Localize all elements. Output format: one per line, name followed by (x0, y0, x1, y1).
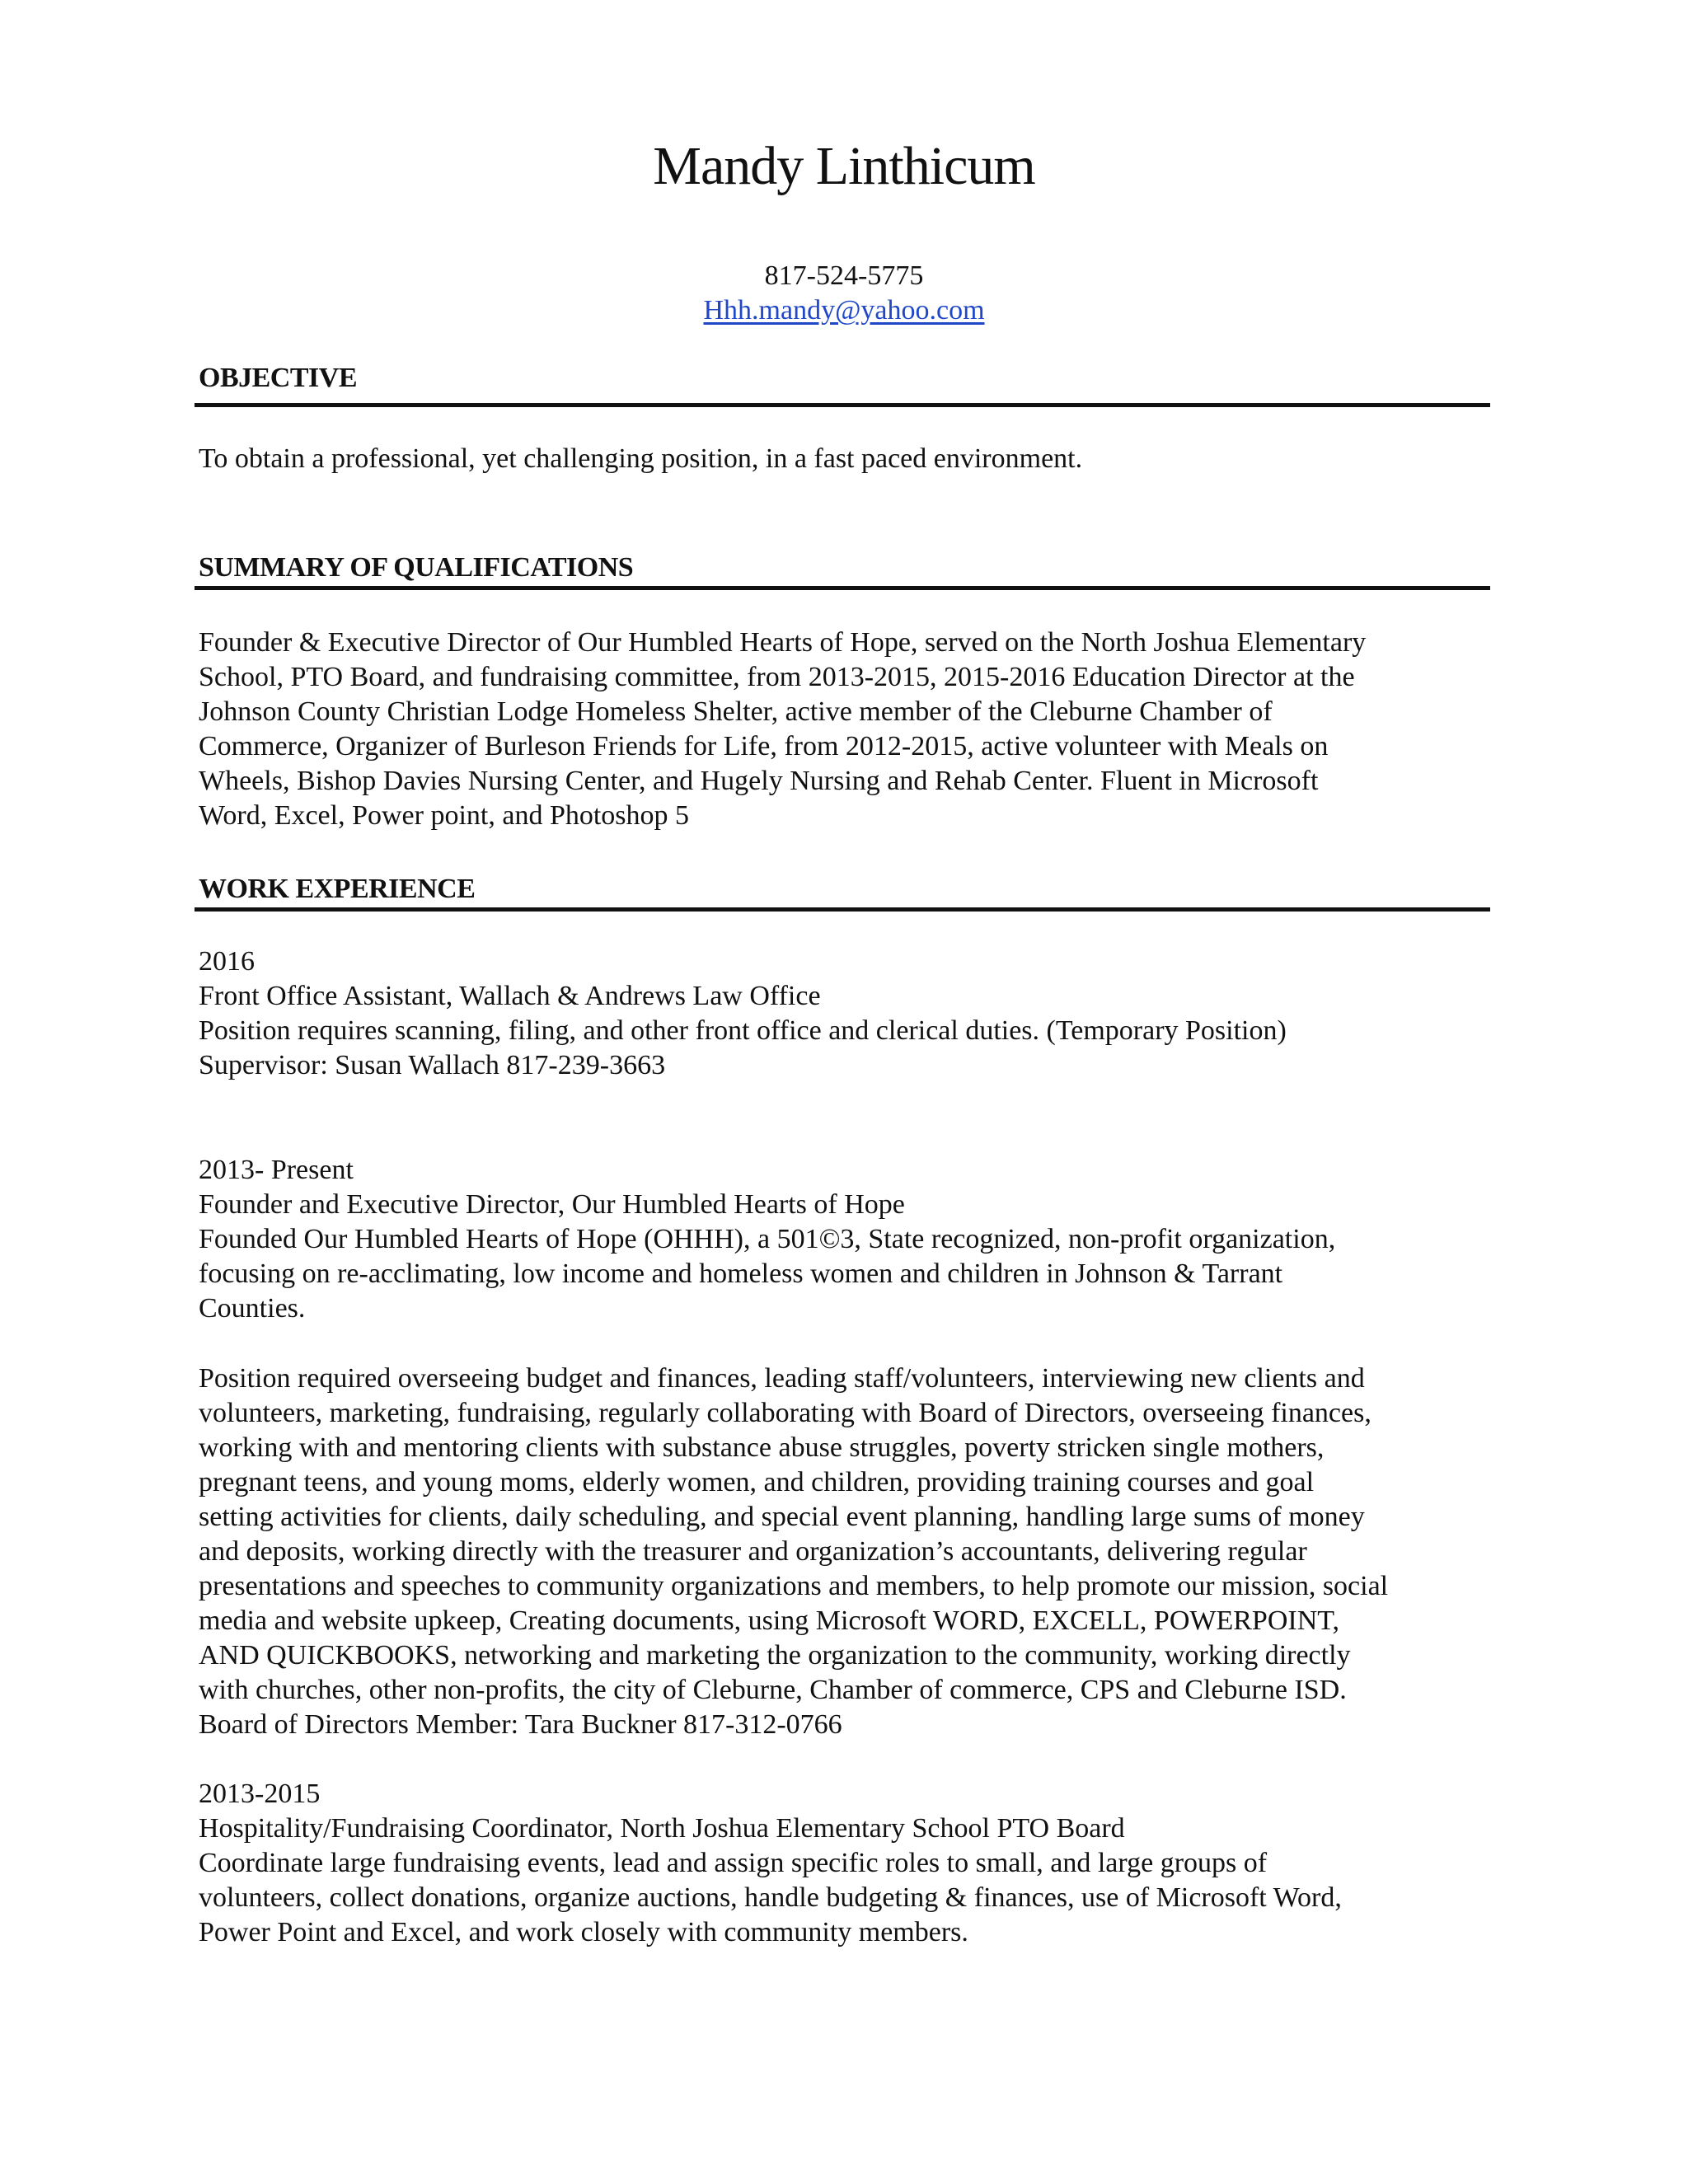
job-detail-line: volunteers, marketing, fundraising, regularly collaborating with Board of Directors, overseeing finances, (199, 1398, 1372, 1428)
objective-heading: OBJECTIVE (199, 363, 357, 393)
summary-line: Founder & Executive Director of Our Humbled Hearts of Hope, served on the North Joshua Elementary (199, 627, 1367, 658)
summary-line: Word, Excel, Power point, and Photoshop 5 (199, 800, 690, 831)
objective-text (199, 442, 1484, 476)
phone-number: 817-524-5775 (764, 260, 924, 291)
job-description: volunteers, collect donations, organize auctions, handle budgeting & finances, use of Microsoft Word, (199, 1882, 1342, 1913)
job-entry-ohhh-intro (199, 1153, 1484, 1326)
job-detail-line: with churches, other non-profits, the city of Cleburne, Chamber of commerce, CPS and Cleburne ISD. (199, 1675, 1347, 1705)
job-title: Front Office Assistant, Wallach & Andrews Law Office (199, 981, 821, 1011)
job-supervisor: Supervisor: Susan Wallach 817-239-3663 (199, 1050, 666, 1080)
job-detail-line: and deposits, working directly with the treasurer and organization’s accountants, delivering regular (199, 1536, 1307, 1567)
job-detail-line: presentations and speeches to community organizations and members, to help promote our mission, social (199, 1571, 1389, 1601)
job-detail-line: working with and mentoring clients with substance abuse struggles, poverty stricken single mothers, (199, 1432, 1325, 1463)
job-description: focusing on re-acclimating, low income and homeless women and children in Johnson & Tarrant (199, 1258, 1283, 1289)
summary-line: Commerce, Organizer of Burleson Friends for Life, from 2012-2015, active volunteer with Meals on (199, 731, 1329, 762)
job-description: Power Point and Excel, and work closely with community members. (199, 1917, 968, 1947)
email-link[interactable]: Hhh.mandy@yahoo.com (703, 295, 985, 326)
objective-divider (195, 403, 1490, 407)
job-supervisor: Board of Directors Member: Tara Buckner 817-312-0766 (199, 1709, 842, 1740)
job-title: Hospitality/Fundraising Coordinator, North Joshua Elementary School PTO Board (199, 1813, 1125, 1844)
job-dates: 2016 (199, 946, 255, 977)
job-description: Counties. (199, 1293, 306, 1324)
job-description: Coordinate large fundraising events, lead and assign specific roles to small, and large groups of (199, 1848, 1268, 1878)
job-detail-line: AND QUICKBOOKS, networking and marketing the organization to the community, working directly (199, 1640, 1351, 1671)
job-dates: 2013-2015 (199, 1779, 321, 1809)
job-entry-ohhh-details (199, 1361, 1484, 1742)
job-entry-pto-board (199, 1777, 1484, 1950)
job-detail-line: media and website upkeep, Creating documents, using Microsoft WORD, EXCELL, POWERPOINT, (199, 1605, 1340, 1636)
summary-heading: SUMMARY OF QUALIFICATIONS (199, 552, 634, 583)
objective-line: To obtain a professional, yet challenging position, in a fast paced environment. (199, 443, 1083, 474)
job-dates: 2013- Present (199, 1155, 354, 1185)
work-heading: WORK EXPERIENCE (199, 874, 476, 904)
summary-divider (195, 586, 1490, 590)
job-title: Founder and Executive Director, Our Humbled Hearts of Hope (199, 1189, 905, 1220)
job-detail-line: pregnant teens, and young moms, elderly women, and children, providing training courses and goal (199, 1467, 1315, 1497)
job-detail-line: setting activities for clients, daily scheduling, and special event planning, handling large sums of money (199, 1502, 1365, 1532)
candidate-name: Mandy Linthicum (653, 136, 1035, 196)
job-entry-law-office (199, 944, 1484, 1083)
work-divider (195, 907, 1490, 912)
summary-paragraph (199, 626, 1484, 833)
summary-line: Wheels, Bishop Davies Nursing Center, and Hugely Nursing and Rehab Center. Fluent in Microsoft (199, 766, 1319, 796)
job-detail-line: Position required overseeing budget and finances, leading staff/volunteers, interviewing new clients and (199, 1363, 1365, 1394)
job-description: Founded Our Humbled Hearts of Hope (OHHH), a 501©3, State recognized, non-profit organization, (199, 1224, 1336, 1254)
summary-line: School, PTO Board, and fundraising committee, from 2013-2015, 2015-2016 Education Director at the (199, 662, 1355, 692)
summary-line: Johnson County Christian Lodge Homeless Shelter, active member of the Cleburne Chamber of (199, 696, 1273, 727)
job-description: Position requires scanning, filing, and other front office and clerical duties. (Temporary Position) (199, 1015, 1287, 1046)
